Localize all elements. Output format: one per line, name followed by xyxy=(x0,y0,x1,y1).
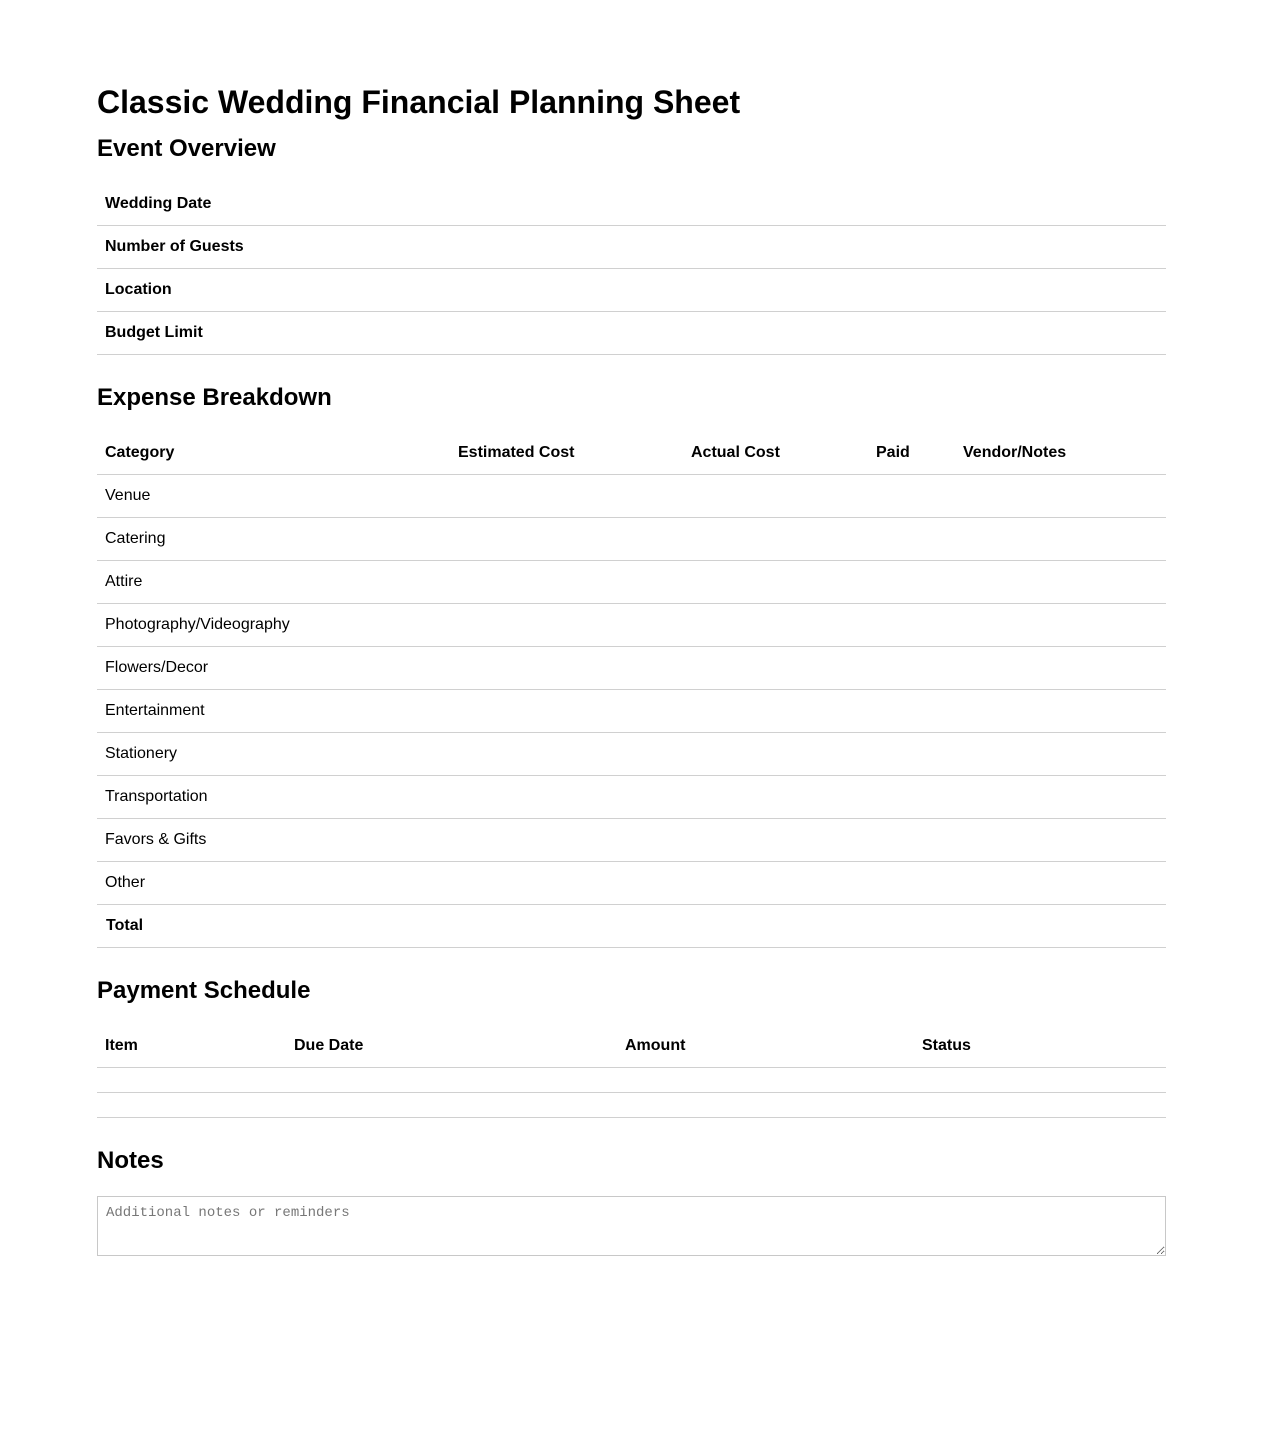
actual-cost-cell[interactable] xyxy=(683,690,868,733)
location-label: Location xyxy=(97,269,1150,312)
paid-cell[interactable] xyxy=(868,862,955,905)
category-cell: Entertainment xyxy=(97,690,450,733)
wedding-date-label: Wedding Date xyxy=(97,183,1150,226)
category-cell: Other xyxy=(97,862,450,905)
paid-cell[interactable] xyxy=(868,475,955,518)
expense-breakdown-heading: Expense Breakdown xyxy=(97,384,332,411)
vendor-notes-cell[interactable] xyxy=(955,776,1166,819)
column-header-vendor-notes: Vendor/Notes xyxy=(955,432,1166,475)
number-of-guests-label: Number of Guests xyxy=(97,226,1150,269)
table-row xyxy=(97,561,1166,604)
category-cell: Stationery xyxy=(97,733,450,776)
amount-cell[interactable] xyxy=(617,1068,914,1093)
estimated-cost-cell[interactable] xyxy=(450,475,683,518)
paid-cell[interactable] xyxy=(868,604,955,647)
column-header-amount: Amount xyxy=(617,1025,914,1068)
actual-cost-cell[interactable] xyxy=(683,604,868,647)
event-overview-table xyxy=(97,183,1166,355)
notes-heading: Notes xyxy=(97,1147,164,1174)
budget-limit-label: Budget Limit xyxy=(97,312,1150,355)
estimated-cost-cell[interactable] xyxy=(450,647,683,690)
paid-cell[interactable] xyxy=(868,647,955,690)
budget-limit-value[interactable] xyxy=(1150,312,1166,355)
payment-header-row xyxy=(97,1025,1166,1068)
paid-cell[interactable] xyxy=(868,733,955,776)
table-row xyxy=(97,776,1166,819)
vendor-notes-cell[interactable] xyxy=(955,647,1166,690)
item-cell[interactable] xyxy=(97,1068,286,1093)
paid-cell[interactable] xyxy=(868,776,955,819)
vendor-notes-cell[interactable] xyxy=(955,604,1166,647)
vendor-notes-cell[interactable] xyxy=(955,690,1166,733)
total-actual-cell xyxy=(683,905,868,948)
table-row xyxy=(97,733,1166,776)
column-header-status: Status xyxy=(914,1025,1166,1068)
overview-row-location xyxy=(97,269,1166,312)
actual-cost-cell[interactable] xyxy=(683,862,868,905)
category-cell: Catering xyxy=(97,518,450,561)
vendor-notes-cell[interactable] xyxy=(955,475,1166,518)
overview-row-guests xyxy=(97,226,1166,269)
estimated-cost-cell[interactable] xyxy=(450,518,683,561)
amount-cell[interactable] xyxy=(617,1093,914,1118)
payment-schedule-section xyxy=(97,977,1166,1118)
vendor-notes-cell[interactable] xyxy=(955,561,1166,604)
actual-cost-cell[interactable] xyxy=(683,518,868,561)
notes-section xyxy=(97,1147,1166,1256)
table-row xyxy=(97,1068,1166,1093)
expense-breakdown-section xyxy=(97,384,1166,948)
total-row xyxy=(97,905,1166,948)
event-overview-heading: Event Overview xyxy=(97,135,276,162)
due-date-cell[interactable] xyxy=(286,1068,617,1093)
actual-cost-cell[interactable] xyxy=(683,733,868,776)
column-header-paid: Paid xyxy=(868,432,955,475)
table-row xyxy=(97,647,1166,690)
vendor-notes-cell[interactable] xyxy=(955,733,1166,776)
location-value[interactable] xyxy=(1150,269,1166,312)
actual-cost-cell[interactable] xyxy=(683,819,868,862)
vendor-notes-cell[interactable] xyxy=(955,518,1166,561)
column-header-item: Item xyxy=(97,1025,286,1068)
payment-schedule-heading: Payment Schedule xyxy=(97,977,311,1004)
category-cell: Favors & Gifts xyxy=(97,819,450,862)
payment-schedule-table xyxy=(97,1025,1166,1118)
category-cell: Flowers/Decor xyxy=(97,647,450,690)
status-cell[interactable] xyxy=(914,1068,1166,1093)
paid-cell[interactable] xyxy=(868,561,955,604)
expense-header-row xyxy=(97,432,1166,475)
category-cell: Photography/Videography xyxy=(97,604,450,647)
estimated-cost-cell[interactable] xyxy=(450,819,683,862)
expense-table xyxy=(97,432,1166,948)
wedding-date-value[interactable] xyxy=(1150,183,1166,226)
table-row xyxy=(97,819,1166,862)
column-header-due-date: Due Date xyxy=(286,1025,617,1068)
table-row xyxy=(97,604,1166,647)
page-title: Classic Wedding Financial Planning Sheet xyxy=(97,84,741,120)
item-cell[interactable] xyxy=(97,1093,286,1118)
actual-cost-cell[interactable] xyxy=(683,647,868,690)
estimated-cost-cell[interactable] xyxy=(450,733,683,776)
total-estimated-cell xyxy=(450,905,683,948)
actual-cost-cell[interactable] xyxy=(683,561,868,604)
category-cell: Attire xyxy=(97,561,450,604)
overview-row-budget xyxy=(97,312,1166,355)
actual-cost-cell[interactable] xyxy=(683,475,868,518)
notes-textarea[interactable] xyxy=(97,1196,1166,1256)
category-cell: Transportation xyxy=(97,776,450,819)
column-header-actual-cost: Actual Cost xyxy=(683,432,868,475)
due-date-cell[interactable] xyxy=(286,1093,617,1118)
paid-cell[interactable] xyxy=(868,819,955,862)
total-label: Total xyxy=(97,905,450,948)
number-of-guests-value[interactable] xyxy=(1150,226,1166,269)
planning-sheet xyxy=(97,0,1166,1256)
table-row xyxy=(97,690,1166,733)
vendor-notes-cell[interactable] xyxy=(955,862,1166,905)
event-overview-section xyxy=(97,135,1166,355)
estimated-cost-cell[interactable] xyxy=(450,604,683,647)
vendor-notes-cell[interactable] xyxy=(955,819,1166,862)
column-header-category: Category xyxy=(97,432,450,475)
category-cell: Venue xyxy=(97,475,450,518)
paid-cell[interactable] xyxy=(868,518,955,561)
status-cell[interactable] xyxy=(914,1093,1166,1118)
paid-cell[interactable] xyxy=(868,690,955,733)
estimated-cost-cell[interactable] xyxy=(450,690,683,733)
table-row xyxy=(97,475,1166,518)
estimated-cost-cell[interactable] xyxy=(450,862,683,905)
total-notes-cell xyxy=(955,905,1166,948)
table-row xyxy=(97,1093,1166,1118)
overview-row-wedding-date xyxy=(97,183,1166,226)
actual-cost-cell[interactable] xyxy=(683,776,868,819)
table-row xyxy=(97,518,1166,561)
estimated-cost-cell[interactable] xyxy=(450,776,683,819)
column-header-estimated-cost: Estimated Cost xyxy=(450,432,683,475)
total-paid-cell xyxy=(868,905,955,948)
table-row xyxy=(97,862,1166,905)
estimated-cost-cell[interactable] xyxy=(450,561,683,604)
